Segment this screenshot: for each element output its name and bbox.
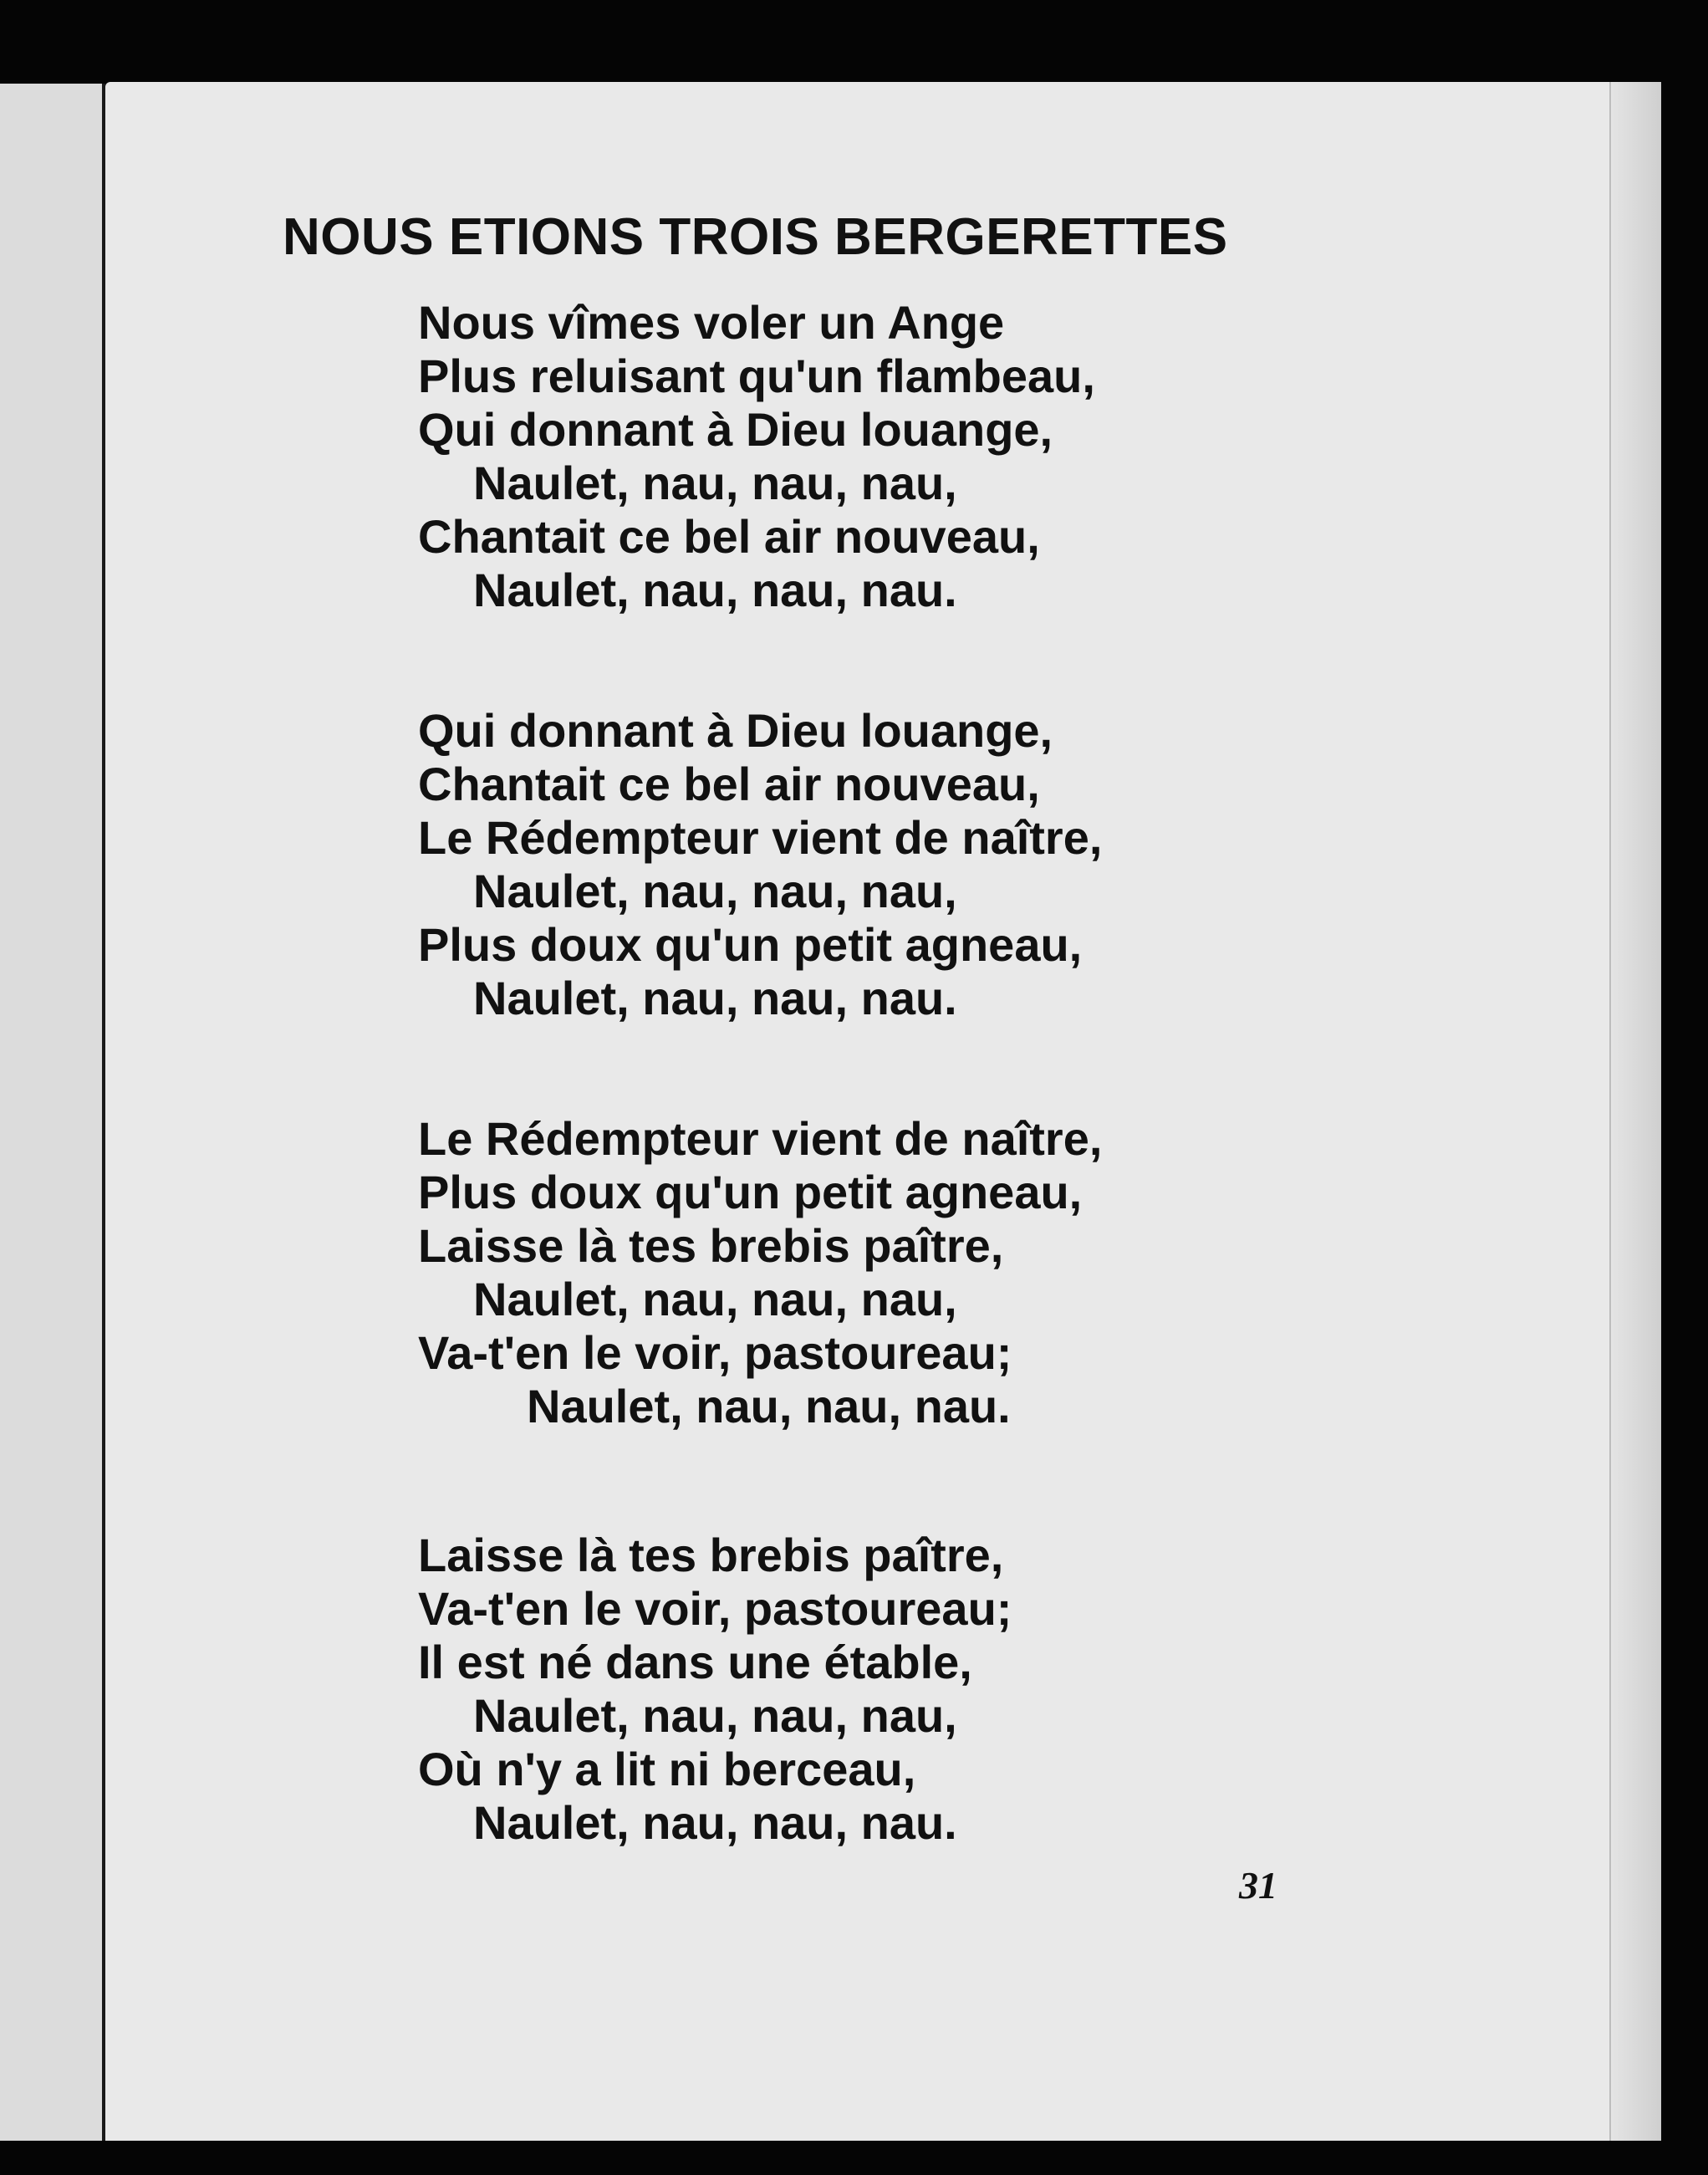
verse-line: Où n'y a lit ni berceau, <box>418 1743 916 1795</box>
stanza-2 <box>418 704 1102 1025</box>
verse-line: Il est né dans une étable, <box>418 1636 972 1688</box>
verse-line: Plus doux qu'un petit agneau, <box>418 918 1083 971</box>
scan-border-right <box>1664 0 1708 2175</box>
stanza-4 <box>418 1529 1012 1850</box>
scan-border-bottom <box>0 2141 1708 2175</box>
verse-line: Le Rédempteur vient de naître, <box>418 811 1103 864</box>
refrain-line: Naulet, nau, nau, nau, <box>473 1273 957 1325</box>
refrain-line: Naulet, nau, nau, nau. <box>473 972 957 1024</box>
verse-line: Qui donnant à Dieu louange, <box>418 704 1053 757</box>
verse-line: Qui donnant à Dieu louange, <box>418 403 1053 456</box>
verse-line: Va-t'en le voir, pastoureau; <box>418 1582 1012 1635</box>
refrain-line: Naulet, nau, nau, nau. <box>473 564 957 616</box>
verse-line: Nous vîmes voler un Ange <box>418 296 1005 349</box>
verse-line: Chantait ce bel air nouveau, <box>418 510 1040 563</box>
page-number: 31 <box>1239 1864 1277 1907</box>
right-page-edge <box>1609 82 1661 2141</box>
refrain-line: Naulet, nau, nau, nau, <box>473 865 957 917</box>
refrain-line: Naulet, nau, nau, nau, <box>473 1689 957 1742</box>
verse-line: Laisse là tes brebis paître, <box>418 1219 1004 1272</box>
verse-line: Va-t'en le voir, pastoureau; <box>418 1326 1012 1379</box>
scan-border-top <box>0 0 1708 84</box>
song-title: NOUS ETIONS TROIS BERGERETTES <box>283 208 1228 266</box>
stanza-1 <box>418 296 1095 617</box>
verse-line: Laisse là tes brebis paître, <box>418 1529 1004 1581</box>
stanza-3 <box>418 1112 1102 1433</box>
refrain-line: Naulet, nau, nau, nau. <box>527 1380 1011 1432</box>
verse-line: Plus reluisant qu'un flambeau, <box>418 350 1095 402</box>
verse-line: Plus doux qu'un petit agneau, <box>418 1166 1083 1218</box>
refrain-line: Naulet, nau, nau, nau, <box>473 457 957 509</box>
verse-line: Chantait ce bel air nouveau, <box>418 758 1040 810</box>
verse-line: Le Rédempteur vient de naître, <box>418 1112 1103 1165</box>
left-page-edge <box>0 84 105 2141</box>
refrain-line: Naulet, nau, nau, nau. <box>473 1796 957 1849</box>
